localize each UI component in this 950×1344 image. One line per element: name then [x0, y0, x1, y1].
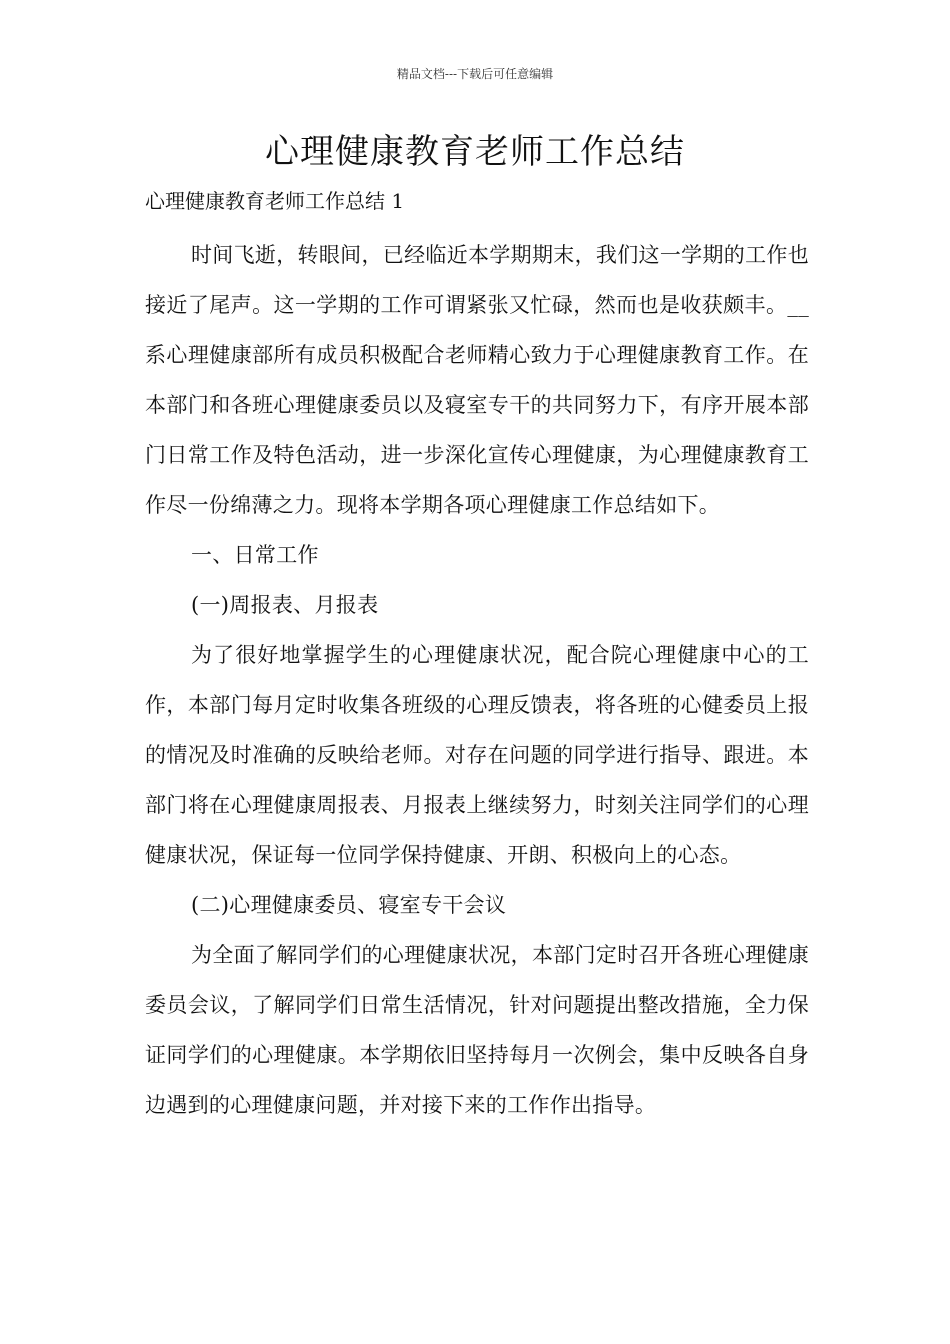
subsection-heading-meetings: (二)心理健康委员、寝室专干会议	[191, 893, 507, 917]
meetings-paragraph: 为全面了解同学们的心理健康状况，本部门定时召开各班心理健康委员会议，了解同学们日常生活情况，针对问题提出整改措施，全力保证同学们的心理健康。本学期依旧坚持每月一次例会，集中反映各自身边遇到的心理健康问题，并对接下来的工作作出指导。	[145, 943, 809, 1117]
section-heading-daily-work: 一、日常工作	[191, 543, 319, 567]
reports-paragraph: 为了很好地掌握学生的心理健康状况，配合院心理健康中心的工作，本部门每月定时收集各班级的心理反馈表，将各班的心健委员上报的情况及时准确的反映给老师。对存在问题的同学进行指导、跟进。本部门将在心理健康周报表、月报表上继续努力，时刻关注同学们的心理健康状况，保证每一位同学保持健康、开朗、积极向上的心态。	[145, 643, 809, 867]
intro-paragraph: 时间飞逝，转眼间，已经临近本学期期末，我们这一学期的工作也接近了尾声。这一学期的工作可谓紧张又忙碌，然而也是收获颇丰。__系心理健康部所有成员积极配合老师精心致力于心理健康教育工作。在本部门和各班心理健康委员以及寝室专干的共同努力下，有序开展本部门日常工作及特色活动，进一步深化宣传心理健康，为心理健康教育工作尽一份绵薄之力。现将本学期各项心理健康工作总结如下。	[145, 243, 809, 517]
document-subtitle: 心理健康教育老师工作总结 1	[145, 189, 405, 213]
subsection-heading-reports: (一)周报表、月报表	[191, 593, 379, 617]
header-watermark: 精品文档---下载后可任意编辑	[396, 67, 554, 81]
document-title: 心理健康教育老师工作总结	[265, 132, 685, 172]
document-body	[145, 230, 809, 1130]
